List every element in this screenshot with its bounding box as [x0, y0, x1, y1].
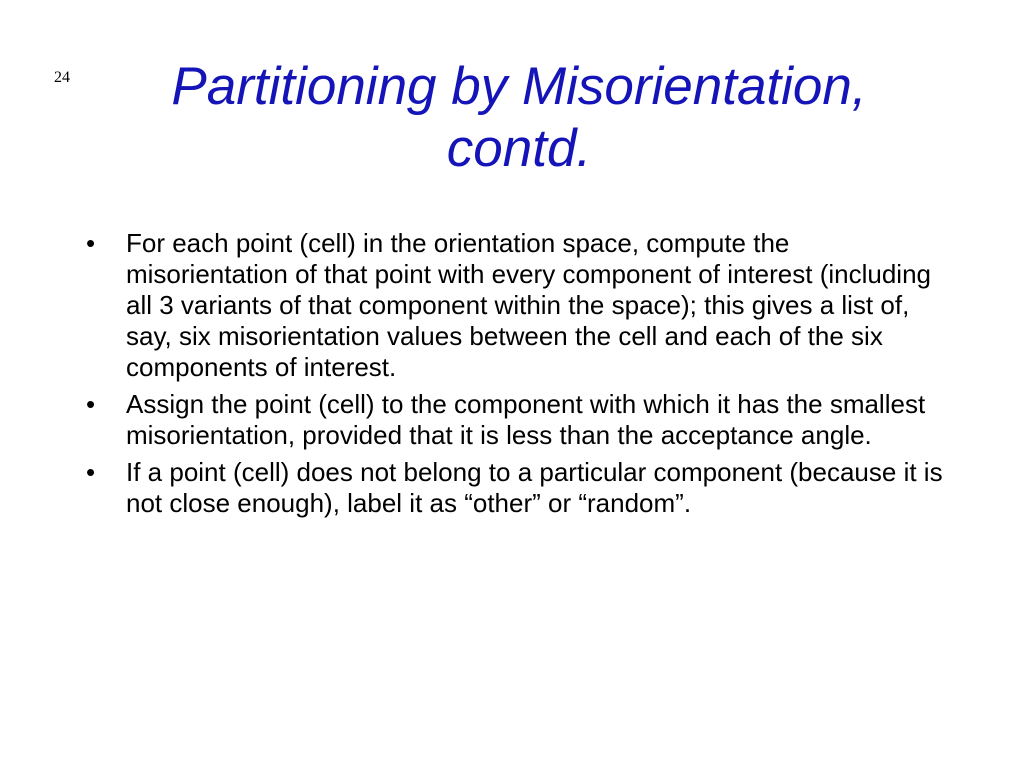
slide-title-line-1: Partitioning by Misorientation, — [171, 57, 867, 116]
bullet-text: For each point (cell) in the orientation space, compute the misorientation of that point with every component of interest (including all 3 variants of that component within the space); this gives a list of, say, six misorientation values between the cell and each of the six components of interest. — [126, 228, 931, 382]
bullet-item — [86, 457, 946, 519]
slide-number: 24 — [54, 69, 70, 86]
bullet-icon: • — [86, 389, 96, 419]
bullet-item — [86, 228, 946, 383]
bullet-text: If a point (cell) does not belong to a particular component (because it is not close enough), label it as “other” or “random”. — [126, 457, 943, 518]
bullet-item — [86, 389, 946, 451]
slide-title — [100, 56, 938, 180]
bullet-text: Assign the point (cell) to the component with which it has the smallest misorientation, provided that it is less than the acceptance angle. — [126, 389, 926, 450]
bullet-list — [86, 228, 946, 525]
slide-title-line-2: contd. — [446, 119, 592, 178]
bullet-icon: • — [86, 457, 96, 487]
bullet-icon: • — [86, 228, 96, 258]
